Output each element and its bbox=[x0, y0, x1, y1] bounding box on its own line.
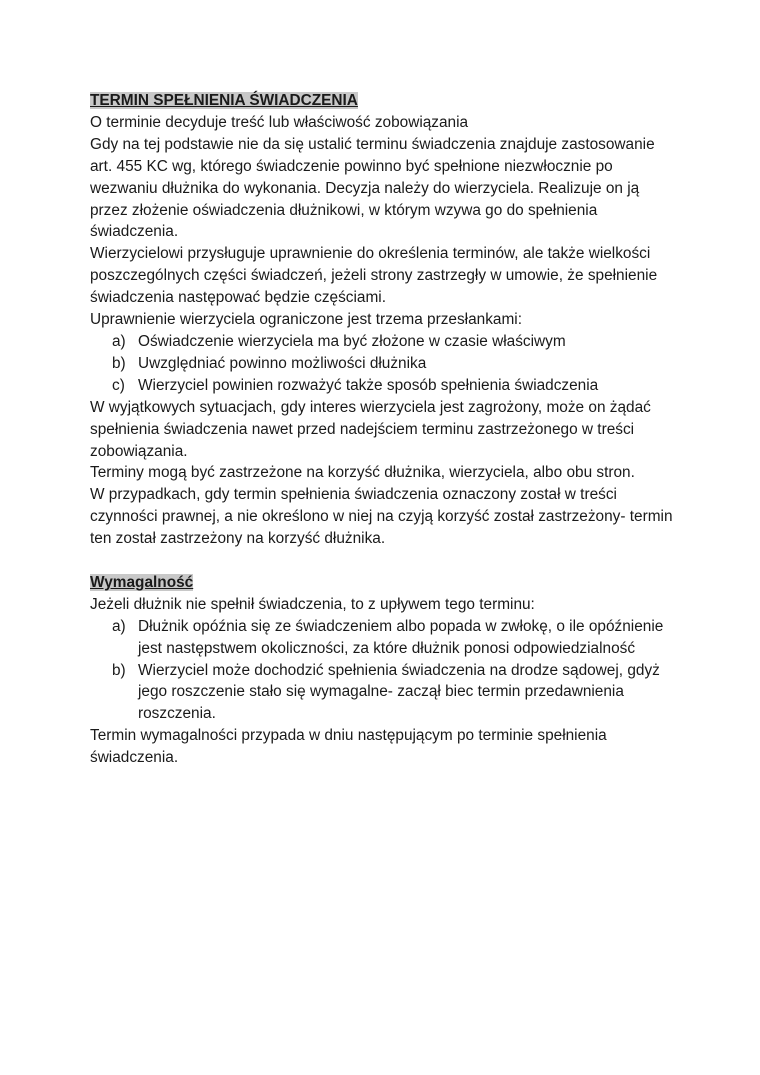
paragraph: Wierzycielowi przysługuje uprawnienie do określenia terminów, ale także wielkości poszczególnych części świadczeń, jeżeli strony zastrzegły w umowie, że spełnienie świadczenia następować będzie częściami. bbox=[90, 245, 658, 307]
paragraph: W przypadkach, gdy termin spełnienia świadczenia oznaczony został w treści czynności prawnej, a nie określono w niej na czyją korzyść został zastrzeżony- termin ten został zastrzeżony na korzyść dłużnika. bbox=[90, 486, 673, 548]
list-item bbox=[90, 616, 680, 660]
paragraph: W wyjątkowych sytuacjach, gdy interes wierzyciela jest zagrożony, może on żądać spełnienia świadczenia nawet przed nadejściem terminu zastrzeżonego w treści zobowiązania. bbox=[90, 398, 651, 460]
list-item-text: Dłużnik opóźnia się ze świadczeniem albo popada w zwłokę, o ile opóźnienie jest następstwem okoliczności, za które dłużnik ponosi odpowiedzialność bbox=[138, 617, 664, 657]
list-item bbox=[90, 331, 680, 353]
section-termin bbox=[90, 90, 680, 550]
list-item bbox=[90, 660, 680, 726]
paragraph: Uprawnienie wierzyciela ograniczone jest trzema przesłankami: bbox=[90, 311, 522, 329]
list-item bbox=[90, 353, 680, 375]
section-heading: Wymagalność bbox=[90, 573, 194, 591]
paragraph: Jeżeli dłużnik nie spełnił świadczenia, to z upływem tego terminu: bbox=[90, 595, 535, 613]
list-item-text: Oświadczenie wierzyciela ma być złożone w czasie właściwym bbox=[138, 332, 566, 350]
list-item-text: Uwzględniać powinno możliwości dłużnika bbox=[138, 354, 427, 372]
paragraph: Termin wymagalności przypada w dniu następującym po terminie spełnienia świadczenia. bbox=[90, 727, 607, 767]
section-wymagalnosc bbox=[90, 572, 680, 769]
conditions-list bbox=[90, 331, 680, 397]
paragraph: Terminy mogą być zastrzeżone na korzyść dłużnika, wierzyciela, albo obu stron. bbox=[90, 464, 635, 482]
list-marker: c) bbox=[112, 376, 125, 394]
list-item bbox=[90, 375, 680, 397]
list-marker: a) bbox=[112, 332, 126, 350]
section-heading: TERMIN SPEŁNIENIA ŚWIADCZENIA bbox=[90, 92, 358, 109]
list-item-text: Wierzyciel może dochodzić spełnienia świadczenia na drodze sądowej, gdyż jego roszczenie stało się wymagalne- zaczął biec termin przedawnienia roszczenia. bbox=[138, 661, 660, 723]
paragraph: O terminie decyduje treść lub właściwość zobowiązania bbox=[90, 113, 469, 131]
paragraph: Gdy na tej podstawie nie da się ustalić terminu świadczenia znajduje zastosowanie art. 455 KC wg, którego świadczenie powinno być spełnione niezwłocznie po wezwaniu dłużnika do wykonania. Decyzja należy do wierzyciela. Realizuje on ją przez złożenie oświadczenia dłużnikowi, w którym wzywa go do spełnienia świadczenia. bbox=[90, 135, 655, 241]
section-spacer bbox=[90, 550, 680, 572]
list-marker: b) bbox=[112, 661, 126, 679]
consequences-list bbox=[90, 616, 680, 726]
document-page bbox=[90, 90, 680, 769]
list-item-text: Wierzyciel powinien rozważyć także sposób spełnienia świadczenia bbox=[138, 376, 599, 394]
list-marker: a) bbox=[112, 617, 126, 635]
list-marker: b) bbox=[112, 354, 126, 372]
